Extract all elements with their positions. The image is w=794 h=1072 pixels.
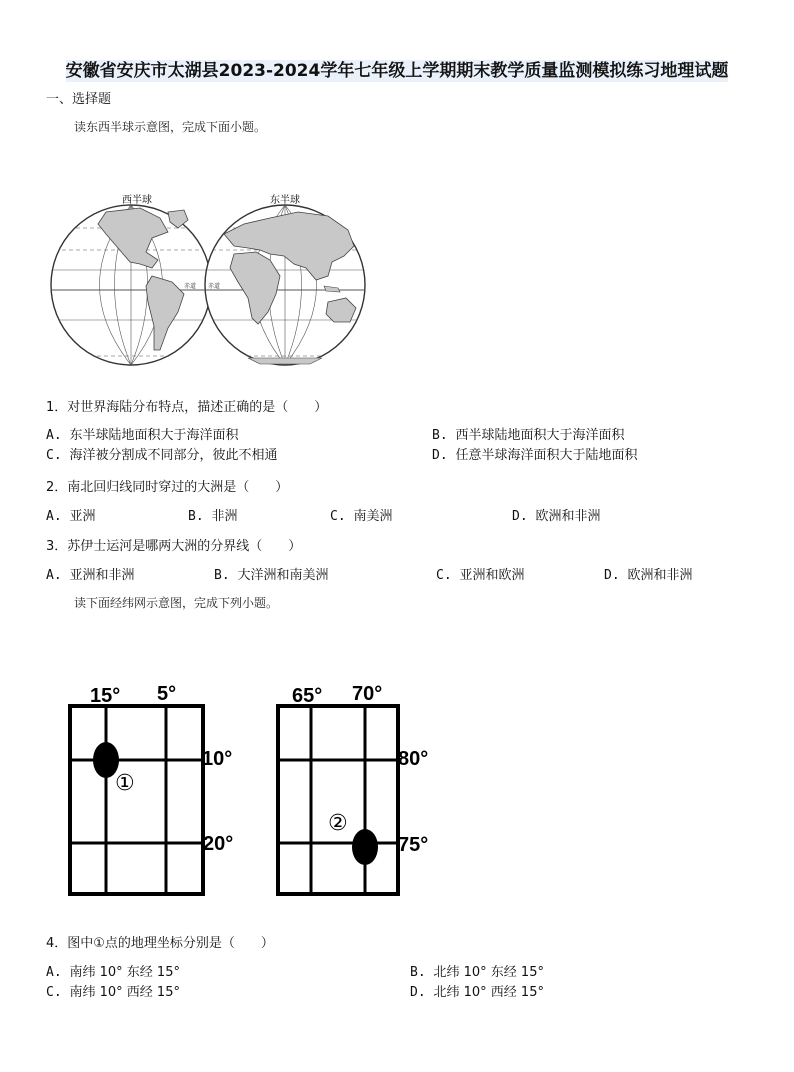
option-text: 南美洲 (353, 509, 393, 524)
question-stem: 苏伊士运河是哪两大洲的分界线（ ） (67, 539, 302, 554)
option-text: 海洋被分割成不同部分，彼此不相通 (69, 448, 278, 463)
question-stem: 对世界海陆分布特点，描述正确的是（ ） (67, 400, 328, 415)
grid-2-top-label-b: 70° (352, 683, 383, 705)
option-key: C. (330, 509, 346, 524)
eastern-hemisphere (198, 193, 368, 365)
q4-option-b[interactable] (410, 961, 544, 980)
point-2-label: ② (328, 810, 348, 835)
option-text: 南纬 10° 东经 15° (69, 965, 180, 980)
option-text: 亚洲 (69, 509, 96, 524)
option-text: 亚洲和欧洲 (459, 568, 525, 583)
option-key: D. (432, 448, 448, 463)
question-number: 4． (46, 936, 68, 951)
option-text: 欧洲和非洲 (535, 509, 601, 524)
option-key: D. (512, 509, 528, 524)
question-number: 2． (46, 480, 68, 495)
q1-option-d[interactable] (432, 444, 638, 463)
option-text: 非洲 (211, 509, 238, 524)
western-hemisphere (48, 193, 221, 365)
grid-2-right-label-a: 80° (398, 748, 429, 770)
q2-option-b[interactable] (188, 505, 238, 524)
option-key: A. (46, 568, 62, 583)
option-text: 欧洲和非洲 (627, 568, 693, 583)
option-text: 亚洲和非洲 (69, 568, 135, 583)
option-text: 北纬 10° 西经 15° (433, 985, 544, 1000)
equator-label-east: 赤道 (208, 284, 221, 290)
q4-option-c[interactable] (46, 981, 180, 1000)
intro-text-2: 读下面经纬网示意图，完成下列小题。 (74, 596, 279, 610)
lat-long-grid-2 (268, 676, 448, 902)
q1-option-a[interactable] (46, 424, 239, 443)
q3-option-a[interactable] (46, 564, 135, 583)
q3-option-c[interactable] (436, 564, 525, 583)
q2-option-c[interactable] (330, 505, 393, 524)
q4-option-a[interactable] (46, 961, 180, 980)
option-key: A. (46, 965, 62, 980)
point-2-marker (352, 829, 378, 865)
west-hemisphere-label: 西半球 (122, 195, 152, 206)
option-text: 西半球陆地面积大于海洋面积 (455, 428, 625, 443)
grid-2-right-label-b: 75° (398, 834, 429, 856)
page-title: 安徽省安庆市太湖县2023-2024学年七年级上学期期末教学质量监测模拟练习地理试题 (65, 61, 729, 81)
equator-label-west: 赤道 (184, 284, 197, 290)
option-key: C. (46, 985, 62, 1000)
point-1-label: ① (115, 770, 135, 795)
q4-option-d[interactable] (410, 981, 544, 1000)
question-number: 3． (46, 539, 68, 554)
option-key: A. (46, 509, 62, 524)
grid-1-top-label-b: 5° (157, 683, 177, 705)
grid-2-top-label-a: 65° (292, 685, 323, 707)
q1-option-b[interactable] (432, 424, 625, 443)
option-key: C. (436, 568, 452, 583)
grid-2-frame (278, 706, 398, 894)
option-text: 东半球陆地面积大于海洋面积 (69, 428, 239, 443)
grid-1-frame (70, 706, 203, 894)
hemisphere-map (48, 190, 370, 370)
grid-1-right-label-a: 10° (202, 748, 233, 770)
option-key: B. (188, 509, 204, 524)
q3-option-d[interactable] (604, 564, 693, 583)
question-stem: 图中①点的地理坐标分别是（ ） (67, 936, 274, 951)
question-number: 1． (46, 400, 68, 415)
grid-1-top-label-a: 15° (90, 685, 121, 707)
question-2 (46, 476, 288, 495)
q1-option-c[interactable] (46, 444, 278, 463)
q2-option-d[interactable] (512, 505, 601, 524)
q3-option-b[interactable] (214, 564, 329, 583)
option-key: B. (432, 428, 448, 443)
option-key: A. (46, 428, 62, 443)
east-hemisphere-label: 东半球 (270, 195, 300, 206)
option-key: B. (410, 965, 426, 980)
option-key: C. (46, 448, 62, 463)
option-key: D. (604, 568, 620, 583)
lat-long-grid-1 (60, 676, 250, 902)
option-text: 南纬 10° 西经 15° (69, 985, 180, 1000)
option-key: B. (214, 568, 230, 583)
option-text: 北纬 10° 东经 15° (433, 965, 544, 980)
option-text: 大洋洲和南美洲 (237, 568, 329, 583)
grid-1-right-label-b: 20° (203, 833, 234, 855)
question-stem: 南北回归线同时穿过的大洲是（ ） (67, 480, 289, 495)
question-1 (46, 396, 327, 415)
section-heading: 一、选择题 (46, 92, 112, 107)
intro-text-1: 读东西半球示意图，完成下面小题。 (74, 120, 267, 134)
question-3 (46, 535, 301, 554)
option-text: 任意半球海洋面积大于陆地面积 (455, 448, 638, 463)
question-4 (46, 932, 274, 951)
q2-option-a[interactable] (46, 505, 96, 524)
option-key: D. (410, 985, 426, 1000)
